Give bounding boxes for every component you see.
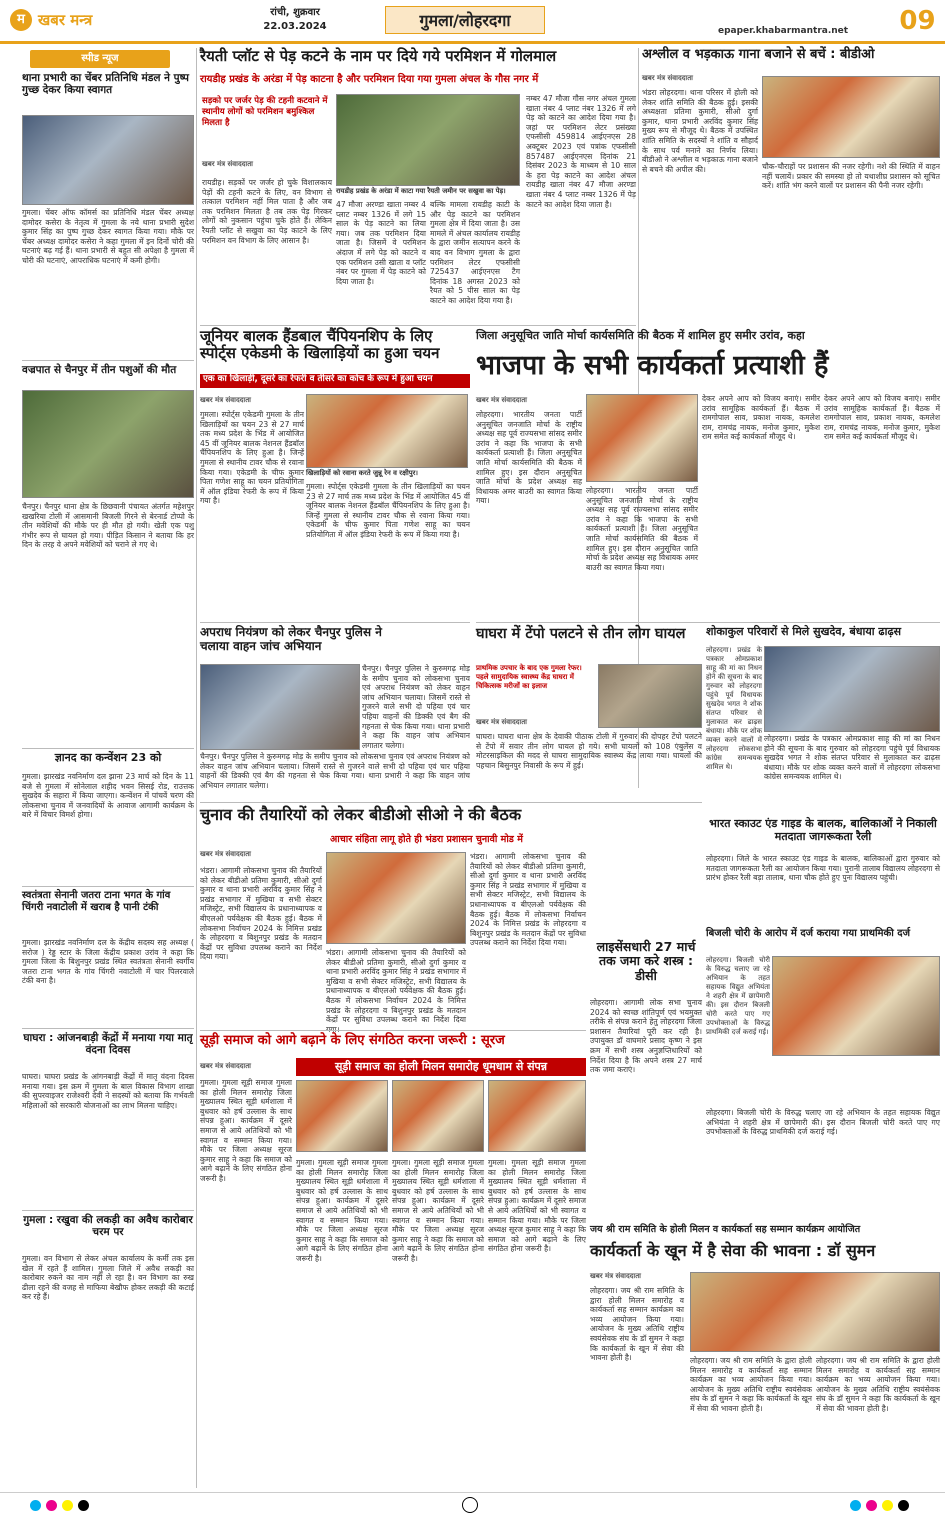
lead-body-2: 47 मौजा अरण्डा खाता नम्बर 4 प्लाट नम्बर 1326 में लगे 15 साल के पेड़ काटने का लिया गया। जब तक परमिशन दिया जाता है। जिसमें वे परमिशन अंदाज में लगे पेड़ को काटने व एक परमिशन उसी खाता व प्लॉट नंबर पर गुमला में पेड़ काटने को दिया जाता है। <box>336 200 426 286</box>
left-story-6-body: गुमला। वन विभाग से लेकर अंचल कार्यालय के कर्मी तक इस खेल में रहते हैं शामिल। गुमला जिले में अवैध लकड़ी का कारोबार रुकने का नाम नहीं ले रहा है। वन विभाग का रुख ढीला रहने की वजह से माफिया बेखौफ होकर लकड़ी की कटाई कर रहे हैं। <box>22 1254 194 1302</box>
color-dot <box>866 1500 877 1511</box>
ram-byline: खबर मंत्र संवाददाता <box>590 1272 641 1280</box>
lead-body-1: रायडीह। सड़कों पर जर्जर हो चुके विशालकाय पेड़ों की टहनी कटने के लिए, वन विभाग से तत्काल परमिशन नहीं मिल पाता है और जब तक परमिशन मिलता है तब तक पेड़ गिरकर लोगों को नुकसान पहुंचा चुके होते हैं। लेकिन रैयती प्लॉट से सखुवा का पेड़ काटने के लिए परमिशन वन विभाग के लिए आसान है। <box>202 178 332 245</box>
color-dot <box>78 1500 89 1511</box>
page-number: 09 <box>899 6 936 36</box>
scout-body: लोहरदगा। जिले के भारत स्काउट एंड गाइड के बालक, बालिकाओं द्वारा गुरुवार को मतदाता जागरूकता रैली का आयोजन किया गया। पुरानी तालाब विद्यालय लोहरदगा से प्रारंभ होकर रैली बड़ा तालाब, थाना चौक होते हुए पुनः विद्यालय पहुंची। <box>706 854 940 883</box>
left-story-5-headline: घाघरा : आंजनबाड़ी केंद्रों में मनाया गया मातृ वंदना दिवस <box>23 1032 193 1057</box>
ram-body-2: लोहरदगा। जय श्री राम समिति के द्वारा होली मिलन समारोह व कार्यकर्ता सह सम्मान कार्यक्रम का भव्य आयोजन किया गया। आयोजन के मुख्य अतिथि राष्ट्रीय स्वयंसेवक संघ के डॉ सुमन ने कहा कि कार्यकर्ता के खून में सेवा की भावना होती है। <box>690 1356 812 1413</box>
lead-byline: खबर मंत्र संवाददाता <box>202 160 253 168</box>
left-story-1-headline: थाना प्रभारी का चेंबर प्रतिनिधि मंडल ने पुष्प गुच्छ देकर किया स्वागत <box>22 72 189 97</box>
bdo-body-2: भंडरा। आगामी लोकसभा चुनाव की तैयारियों को लेकर बीडीओ प्रतिमा कुमारी, सीओ दुर्गा कुमार व थाना प्रभारी अरविंद कुमार सिंह ने प्रखंड सभागार में मुखिया व सभी सेक्टर मजिस्ट्रेट, सभी विद्यालय के प्रधानाध्यापक व बीएलओ पर्यवेक्षक की बैठक हुई। बैठक में लोकसभा निर्वाचन 2024 के निमित्त प्रखंड के लोहरदगा व बिशुनपुर प्रखंड के मतदान केंद्रों पर सुविधा उपलब्ध कराने का निर्देश दिया <box>326 948 466 1025</box>
lead-body-3: बल्कि मामला रायडीह काटी के और पेड़ काटने का परमिशन गुमला क्षेत्र में दिया जाता है। उस मामले में अंचल कार्यालय रायडीह के द्वारा जमीन सत्यापन करने के बाद वन विभाग गुमला के द्वारा परमिशन लेटर एफसीसी 725437 आईएनएस टैग दिनांक 18 अगस्त 2023 को रैयत को 5 पीस साल का पेड़ काटने का आदेश दिया गया है। <box>430 200 520 305</box>
lead-headline: रैयती प्लॉट से पेड़ कटने के नाम पर दिये गये परमिशन में गोलमाल <box>200 47 557 65</box>
bjp-body: लोहरदगा। भारतीय जनता पार्टी अनुसूचित जनजाति मोर्चा के राष्ट्रीय अध्यक्ष सह पूर्व राज्यसभा सांसद समीर उरांव ने कहा कि भाजपा के सभी कार्यकर्ता प्रत्याशी हैं। जिला अनुसूचित जाति मोर्चा कार्यसमिति की बैठक में शामिल हुए। इस दौरान अनुसूचित जाति मोर्चा के प्रदेश अध्यक्ष सह विधायक अमर बाउरी का स्वागत किया गया। <box>476 410 582 506</box>
ram-photo <box>690 1272 940 1352</box>
color-dot <box>46 1500 57 1511</box>
brand-logo <box>10 8 160 34</box>
bdo-body-3: भंडरा। आगामी लोकसभा चुनाव की तैयारियों को लेकर बीडीओ प्रतिमा कुमारी, सीओ दुर्गा कुमार व थाना प्रभारी अरविंद कुमार सिंह ने प्रखंड सभागार में मुखिया व सभी सेक्टर मजिस्ट्रेट, सभी विद्यालय के प्रधानाध्यापक व बीएलओ पर्यवेक्षक की बैठक हुई। बैठक में लोकसभा निर्वाचन 2024 के निमित्त प्रखंड के लोहरदगा व बिशुनपुर प्रखंड के मतदान केंद्रों पर सुविधा उपलब्ध कराने का निर्देश दिया गया। <box>470 852 586 948</box>
lead-photo <box>336 94 520 186</box>
lead-pullquote: सड़को पर जर्जर पेड़ की टहनी कटवाने में स्थानीय लोगों को परमिशन बमुश्किल मिलता है <box>202 96 328 128</box>
vehicle-check-body: चैनपुर। चैनपुर पुलिस ने कुरुमगढ़ मोड़ के समीप चुनाव को लोकसभा चुनाव एवं अपराध नियंत्रण को लेकर वाहन जांच अभियान चलाया। जिसमें रास्ते से गुजरने वाले सभी दो पहिया एवं चार पहिया वाहनों की डिक्की एवं बैग की गहनता से चेक किया गया। थाना प्रभारी ने कहा कि वाहन जांच अभियान लगातार चलेगा। <box>362 664 470 750</box>
left-story-5-body: घाघरा। घाघरा प्रखंड के आंगनबाड़ी केंद्रों में मातृ वंदना दिवस मनाया गया। इस क्रम में गुमला के बाल विकास विभाग शाखा की सुपरवाइजर राजेश्वरी देवी ने सदस्यों को बताया कि गर्भवती महिलाओं को सरकारी योजनाओं का लाभ मिलना चाहिए। <box>22 1072 194 1110</box>
sudi-subheadline: सूड़ी समाज का होली मिलन समारोह धूमधाम से संपन्न <box>296 1058 586 1076</box>
site-url[interactable]: epaper.khabarmantra.net <box>718 26 849 36</box>
handball-photo-caption: खिलाड़ियों को रवाना करते जुन्नू रेन व रक्षीपुर। <box>306 469 418 477</box>
color-dot <box>850 1500 861 1511</box>
handball-photo <box>306 394 468 468</box>
handball-subheadline: एक का खिलाड़ी, दूसरे का रेफरी व तीसरे का कोच के रूप में हुआ चयन <box>200 374 470 388</box>
ram-body: लोहरदगा। जय श्री राम समिति के द्वारा होली मिलन समारोह व कार्यकर्ता सह सम्मान कार्यक्रम का भव्य आयोजन किया गया। आयोजन के मुख्य अतिथि राष्ट्रीय स्वयंसेवक संघ के डॉ सुमन ने कहा कि कार्यकर्ता के खून में सेवा की भावना होती है। <box>590 1286 684 1363</box>
registration-mark-icon <box>462 1497 478 1513</box>
vehicle-check-photo <box>200 664 360 750</box>
theft-headline: बिजली चोरी के आरोप में दर्ज कराया गया प्राथमिकी दर्ज <box>706 928 911 939</box>
bjp-headline: भाजपा के सभी कार्यकर्ता प्रत्याशी हैं <box>476 350 829 381</box>
sudi-photo-3 <box>488 1080 586 1152</box>
sudi-body-2: गुमला। गुमला सूड़ी समाज गुमला का होली मिलन समारोह जिला मुख्यालय स्थित सूड़ी धर्मशाला में बुधवार को हर्ष उल्लास के साथ संपन्न हुआ। कार्यक्रम में दूसरे समाज से आये अतिथियों को भी स्वागत व सम्मान किया गया। मौके पर जिला अध्यक्ष सूरज कुमार साहू ने कहा कि समाज को आगे बढ़ाने के लिए संगठित होना जरूरी है। <box>296 1158 388 1263</box>
condolence-headline: शोकाकुल परिवारों से मिले सुखदेव, बंधाया ढाढ़स <box>706 625 902 638</box>
bdo-subheadline: आचार संहिता लागू होते ही भंडरा प्रशासन चुनावी मोड में <box>330 834 523 845</box>
left-story-2-headline: वज्रपात से चैनपुर में तीन पशुओं की मौत <box>22 364 177 376</box>
left-story-2-body: चैनपुर। चैनपुर थाना क्षेत्र के छिछवानी पंचायत अंतर्गत महेशपुर खखरिया टोली में आसमानी बिजली गिरने से बेरनार्ड टोप्पो के तीन मवेशियों की मौके पर ही मौत हो गयी। खेती एक पशु गंभीर रूप से घायल हो गया। पीड़ित किसान ने बताया कि हर दिन के तरह वे अपने मवेशियों को चराने ले गए थे। <box>22 502 194 550</box>
speed-news-label: स्पीड न्यूज <box>30 50 170 68</box>
bdo-byline: खबर मंत्र संवाददाता <box>200 850 251 858</box>
bjp-byline: खबर मंत्र संवाददाता <box>476 396 527 404</box>
sudi-headline: सूड़ी समाज को आगे बढ़ाने के लिए संगठित करना जरूरी : सूरज <box>200 1033 505 1048</box>
bjp-body-2: लोहरदगा। भारतीय जनता पार्टी अनुसूचित जनजाति मोर्चा के राष्ट्रीय अध्यक्ष सह पूर्व राज्यसभा सांसद समीर उरांव ने कहा कि भाजपा के सभी कार्यकर्ता प्रत्याशी हैं। जिला अनुसूचित जाति मोर्चा कार्यसमिति की बैठक में शामिल हुए। इस दौरान अनुसूचित जाति मोर्चा के प्रदेश अध्यक्ष सह विधायक अमर बाउरी का स्वागत किया गया। <box>586 486 698 572</box>
bdo-headline: चुनाव की तैयारियों को लेकर बीडीओ सीओ ने की बैठक <box>200 805 522 824</box>
theft-photo <box>772 956 940 1056</box>
license-headline: लाइसेंसधारी 27 मार्च तक जमा करे शस्त्र : डीसी <box>596 939 696 983</box>
scout-headline: भारत स्काउट एंड गाइड के बालक, बालिकाओं ने निकाली मतदाता जागरूकता रैली <box>709 817 937 843</box>
color-dot <box>882 1500 893 1511</box>
sudi-byline: खबर मंत्र संवाददाता <box>200 1062 251 1070</box>
license-body: लोहरदगा। आगामी लोक सभा चुनाव 2024 को स्वच्छ शांतिपूर्ण एवं भयमुक्त तरीके से संपन्न कराने हेतु लोहरदगा जिला प्रशासन तैयारियां पूरी कर रही है। उपायुक्त डॉ वाघमारे प्रसाद कृष्ण ने इस क्रम में सभी शस्त्र अनुज्ञप्तिधारियों को निर्देश दिया है कि अपने शस्त्र 27 मार्च तक जमा कराएं। <box>590 998 702 1075</box>
left-story-3-body: गुमला। झारखंड नवनिर्माण दल झाना 23 मार्च को दिन के 11 बजे से गुमला में सोनेलाल शहीद भवन सिसई रोड, राउत्तक सुखदेव के सहारा में किया जाएगा। कन्वेंशन में पांचवें चरण की लोकसभा चुनाव में जनवादियों के आवाज आगामी कार्यक्रम के बारे में विचार विमर्श होगा। <box>22 772 194 820</box>
sudi-photo-2 <box>392 1080 484 1152</box>
color-dot <box>30 1500 41 1511</box>
brand-name: खबर मन्त्र <box>38 11 93 29</box>
dateline <box>245 6 345 38</box>
bdo-body: भंडरा। आगामी लोकसभा चुनाव की तैयारियों को लेकर बीडीओ प्रतिमा कुमारी, सीओ दुर्गा कुमार व थाना प्रभारी अरविंद कुमार सिंह ने प्रखंड सभागार में मुखिया व सभी सेक्टर मजिस्ट्रेट, सभी विद्यालय के प्रधानाध्यापक व बीएलओ पर्यवेक्षक की बैठक हुई। बैठक में लोकसभा निर्वाचन 2024 के निमित्त प्रखंड के लोहरदगा व बिशुनपुर प्रखंड के मतदान केंद्रों पर सुविधा उपलब्ध कराने का निर्देश दिया गया। <box>200 866 322 962</box>
handball-body: गुमला। स्पोर्ट्स एकेडमी गुमला के तीन खिलाड़ियों का चयन 23 से 27 मार्च तक मध्य प्रदेश के भिंड में आयोजित 45 वीं जूनियर बालक नेशनल हैंडबॉल चैंपियनशिप के लिए हुआ है। जिन्हें गुमला से स्थानीय टावर चौक से रवाना किया गया। एकेडमी के चीफ कुमार पिता गणेश साहू का चयन प्रतियोगिता में ऑल इंडिया रेफरी के रूप में किया गया है। <box>200 410 304 506</box>
theft-body: लोहरदगा। बिजली चोरी के विरुद्ध चलाए जा रहे अभियान के तहत सहायक विद्युत अभियंता ने शहरी क्षेत्र में छापेमारी की। इस दौरान बिजली चोरी करते पाए गए उपभोक्ताओं के विरुद्ध प्राथमिकी दर्ज कराई गई। <box>706 956 770 1036</box>
left-story-1-body: गुमला। चेंबर ऑफ कॉमर्स का प्रतिनिधि मंडल चेंबर अध्यक्ष दामोदर कसेरा के नेतृत्व में गुमला के नये थाना प्रभारी सुदेश कुमार सिंह का पुष्प गुच्छ देकर स्वागत किया गया। मौके पर चेंबर अध्यक्ष दामोदर कसेरा ने कहा गुमला में इन दिनों चोरी की घटनाएं बढ़ गई हैं। थाना प्रभारी से बहुत सी अपेक्षा है गुमला में चोरी की घटनाएं, आपराधिक घटनाएं में कमी होगी। <box>22 208 194 265</box>
bjp-body-3: देकर अपने आप को विजय बनाएं। समीर उरांव सामूहिक कार्यकर्ता हैं। बैठक में रामगोपाल साव, प्रकाश नायक, कमलेश राम, रामचंद्र नायक, मनोज कुमार, मुकेश राम समेत कई कार्यकर्ता मौजूद थे। <box>702 394 820 442</box>
tempo-pullquote: प्राथमिक उपचार के बाद एक गुमला रेफर। पहले सामुदायिक स्वास्थ्य केंद्र घाघरा में चिकित्सक मरीजों का इलाज <box>476 664 582 690</box>
color-dot <box>62 1500 73 1511</box>
lead-body-4: नम्बर 47 मौजा गौस नगर अंचल गुमला खाता नंबर 4 प्लाट नंबर 1326 में लगे पेड़ को काटने का आदेश दिया गया है। जहां पर परमिशन लेटर प्रसंख्या एफसीसी 459814 आईएनएस 28 अक्टूबर 2023 एवं पत्रांक एफसीसी 857487 आईएनएस दिनांक 21 दिसंबर 2023 के माध्यम से 10 साल के हरा पेड़ काटने का आदेश अंचल रायडीह खाता नंबर 47 मौजा अरण्डा खाता नंबर 4 प्लाट नम्बर 1326 में पेड़ काटने का आदेश दिया जाता है। <box>526 94 636 209</box>
handball-body-2: गुमला। स्पोर्ट्स एकेडमी गुमला के तीन खिलाड़ियों का चयन 23 से 27 मार्च तक मध्य प्रदेश के भिंड में आयोजित 45 वीं जूनियर बालक नेशनल हैंडबॉल चैंपियनशिप के लिए हुआ है। जिन्हें गुमला से स्थानीय टावर चौक से रवाना किया गया। एकेडमी के चीफ कुमार पिता गणेश साहू का चयन प्रतियोगिता में ऑल इंडिया रेफरी के रूप में किया गया है। <box>306 482 470 539</box>
color-dot <box>898 1500 909 1511</box>
bjp-body-4: देकर अपने आप को विजय बनाएं। समीर उरांव सामूहिक कार्यकर्ता हैं। बैठक में रामगोपाल साव, प्रकाश नायक, कमलेश राम, रामचंद्र नायक, मनोज कुमार, मुकेश राम समेत कई कार्यकर्ता मौजूद थे। <box>824 394 940 442</box>
sudi-body: गुमला। गुमला सूड़ी समाज गुमला का होली मिलन समारोह जिला मुख्यालय स्थित सूड़ी धर्मशाला में बुधवार को हर्ष उल्लास के साथ संपन्न हुआ। कार्यक्रम में दूसरे समाज से आये अतिथियों को भी स्वागत व सम्मान किया गया। मौके पर जिला अध्यक्ष सूरज कुमार साहू ने कहा कि समाज को आगे बढ़ाने के लिए संगठित होना जरूरी है। <box>200 1078 292 1183</box>
left-story-1-photo <box>22 115 194 205</box>
lead-photo-caption: रायडीह प्रखंड के अरंडा में काटा गया रैयती जमीन पर सखुवा का पेड़। <box>336 187 506 195</box>
city-day: रांची, शुक्रवार <box>270 7 320 18</box>
left-story-4-headline: स्वतंत्रता सेनानी जतरा टाना भगत के गांव चिंगरी नवाटोली में खराब है पानी टंकी <box>22 890 171 913</box>
left-story-4-body: गुमला। झारखंड नवनिर्माण दल के केंद्रीय सदस्य सह अध्यक्ष ( सरोज ) रेड्ड स्टार के जिला केंद्रीय प्रकाश उरांव ने कहा कि गुमला जिला के बिशुनपुर प्रखंड स्थित स्वतंत्रता सेनानी स्वर्गीय जतरा टाना भगत के गांव चिंगरी नवाटोली में चार पिलरवाले टंकी बना है। <box>22 938 194 986</box>
handball-headline: जूनियर बालक हैंडबाल चैंपियनशिप के लिए स्पोर्ट्स एकेडमी के खिलाड़ियों का हुआ चयन <box>200 327 440 363</box>
section-title: गुमला/लोहरदगा <box>385 6 545 34</box>
left-story-2-photo <box>22 390 194 498</box>
lead-subheadline: रायडीह प्रखंड के अरंडा में पेड़ काटना है और परमिशन दिया गया गुमला अंचल के गौस नगर में <box>200 74 539 85</box>
handball-byline: खबर मंत्र संवाददाता <box>200 396 251 404</box>
tempo-byline: खबर मंत्र संवाददाता <box>476 718 527 726</box>
sudi-body-4: गुमला। गुमला सूड़ी समाज गुमला का होली मिलन समारोह जिला मुख्यालय स्थित सूड़ी धर्मशाला में बुधवार को हर्ष उल्लास के साथ संपन्न हुआ। कार्यक्रम में दूसरे समाज से आये अतिथियों को भी स्वागत व सम्मान किया गया। मौके पर जिला अध्यक्ष सूरज कुमार साहू ने कहा कि समाज को आगे बढ़ाने के लिए संगठित होना जरूरी है। <box>488 1158 586 1254</box>
masthead <box>0 0 945 44</box>
vehicle-check-headline: अपराध नियंत्रण को लेकर चैनपुर पुलिस ने चलाया वाहन जांच अभियान <box>200 625 382 653</box>
sudi-body-3: गुमला। गुमला सूड़ी समाज गुमला का होली मिलन समारोह जिला मुख्यालय स्थित सूड़ी धर्मशाला में बुधवार को हर्ष उल्लास के साथ संपन्न हुआ। कार्यक्रम में दूसरे समाज से आये अतिथियों को भी स्वागत व सम्मान किया गया। मौके पर जिला अध्यक्ष सूरज कुमार साहू ने कहा कि समाज को आगे बढ़ाने के लिए संगठित होना जरूरी है। <box>392 1158 484 1263</box>
bjp-photo <box>586 394 698 482</box>
tempo-body: घाघरा। घाघरा थाना क्षेत्र के देवाकी पीठाक टोली में गुरुवार की दोपहर टेंपो पलटने से टेंपो में सवार तीन लोग घायल हो गये। सभी घायलों को 108 एंबुलेंस व मोटरसाइकिल की मदद से घाघरा सामुदायिक स्वास्थ्य केंद्र लाया गया। घायलों की पहचान बिसुनपुर निवासी के रूप में हुई। <box>476 732 702 770</box>
condolence-body: लोहरदगा। प्रखंड के पत्रकार ओमप्रकाश साहू की मां का निधन होने की सूचना के बाद गुरुवार को लोहरदगा पहुंचे पूर्व विधायक सुखदेव भगत ने शोक संतप्त परिवार से मुलाकात कर ढाढ़स बंधाया। मौके पर शोक व्यक्त करने वालों में लोहरदगा लोकसभा कांग्रेस समन्वयक शामिल थे। <box>706 646 762 771</box>
right-story-1-headline: अश्लील व भड़काऊ गाना बजाने से बचें : बीडीओ <box>642 47 875 62</box>
bdo-photo <box>326 852 466 944</box>
theft-body-2: लोहरदगा। बिजली चोरी के विरुद्ध चलाए जा रहे अभियान के तहत सहायक विद्युत अभियंता ने शहरी क्षेत्र में छापेमारी की। इस दौरान बिजली चोरी करते पाए गए उपभोक्ताओं के विरुद्ध प्राथमिकी दर्ज कराई गई। <box>706 1108 940 1137</box>
brand-icon: म <box>10 9 32 31</box>
right-story-1-byline: खबर मंत्र संवाददाता <box>642 74 693 82</box>
condolence-photo <box>764 646 940 732</box>
date: 22.03.2024 <box>263 21 327 32</box>
condolence-body-2: लोहरदगा। प्रखंड के पत्रकार ओमप्रकाश साहू की मां का निधन होने की सूचना के बाद गुरुवार को लोहरदगा पहुंचे पूर्व विधायक सुखदेव भगत ने शोक संतप्त परिवार से मुलाकात कर ढाढ़स बंधाया। मौके पर शोक व्यक्त करने वालों में लोहरदगा लोकसभा कांग्रेस समन्वयक शामिल थे। <box>764 734 940 782</box>
left-story-6-headline: गुमला : रखुवा की लकड़ी का अवैध कारोबार चरम पर <box>23 1214 193 1239</box>
left-story-3-headline: ज्ञानद का कन्वेंशन 23 को <box>54 751 162 764</box>
sudi-photo-1 <box>296 1080 388 1152</box>
footer-strip <box>0 1492 945 1517</box>
ram-strip: जय श्री राम समिति के होली मिलन व कार्यकर्ता सह सम्मान कार्यक्रम आयोजित <box>590 1224 861 1235</box>
ram-body-3: लोहरदगा। जय श्री राम समिति के द्वारा होली मिलन समारोह व कार्यकर्ता सह सम्मान कार्यक्रम का भव्य आयोजन किया गया। आयोजन के मुख्य अतिथि राष्ट्रीय स्वयंसेवक संघ के डॉ सुमन ने कहा कि कार्यकर्ता के खून में सेवा की भावना होती है। <box>816 1356 940 1413</box>
tempo-headline: घाघरा में टेंपो पलटने से तीन लोग घायल <box>476 626 686 642</box>
right-story-1-body-2: चौक-चौराहों पर प्रशासन की नजर रहेगी। नशे की स्थिति में वाहन नहीं चलायें। प्रकार की समस्या हो तो यथाशीघ्र प्रशासन को सूचित करें। शांति भंग करने वालों पर प्रशासन की पैनी नजर रहेगी। <box>762 162 940 191</box>
right-story-1-body: भंडरा लोहरदगा। थाना परिसर में होली को लेकर शांति समिति की बैठक हुई। इसकी अध्यक्षता प्रतिमा कुमारी, सीओ दुर्गा कुमार, थाना प्रभारी अरविंद कुमार सिंह मुख्य रूप से मौजूद थे। बैठक में उपस्थित शांति समिति के सदस्यों ने शांति व सौहार्द के साथ पर्व मनाने का निर्णय लिया। बीडीओ ने अश्लील व भड़काऊ गाना बजाने से बचने की अपील की। <box>642 88 758 174</box>
ram-headline: कार्यकर्ता के खून में है सेवा की भावना : डॉ सुमन <box>590 1241 876 1260</box>
vehicle-check-body-2: चैनपुर। चैनपुर पुलिस ने कुरुमगढ़ मोड़ के समीप चुनाव को लोकसभा चुनाव एवं अपराध नियंत्रण को लेकर वाहन जांच अभियान चलाया। जिसमें रास्ते से गुजरने वाले सभी दो पहिया एवं चार पहिया वाहनों की डिक्की एवं बैग की गहनता से चेक किया गया। थाना प्रभारी ने कहा कि वाहन जांच अभियान लगातार चलेगा। <box>200 752 470 790</box>
right-story-1-photo <box>762 76 940 158</box>
bjp-strip: जिला अनुसूचित जाति मोर्चा कार्यसमिति की बैठक में शामिल हुए समीर उरांव, कहा <box>476 329 805 342</box>
tempo-photo <box>598 664 702 728</box>
